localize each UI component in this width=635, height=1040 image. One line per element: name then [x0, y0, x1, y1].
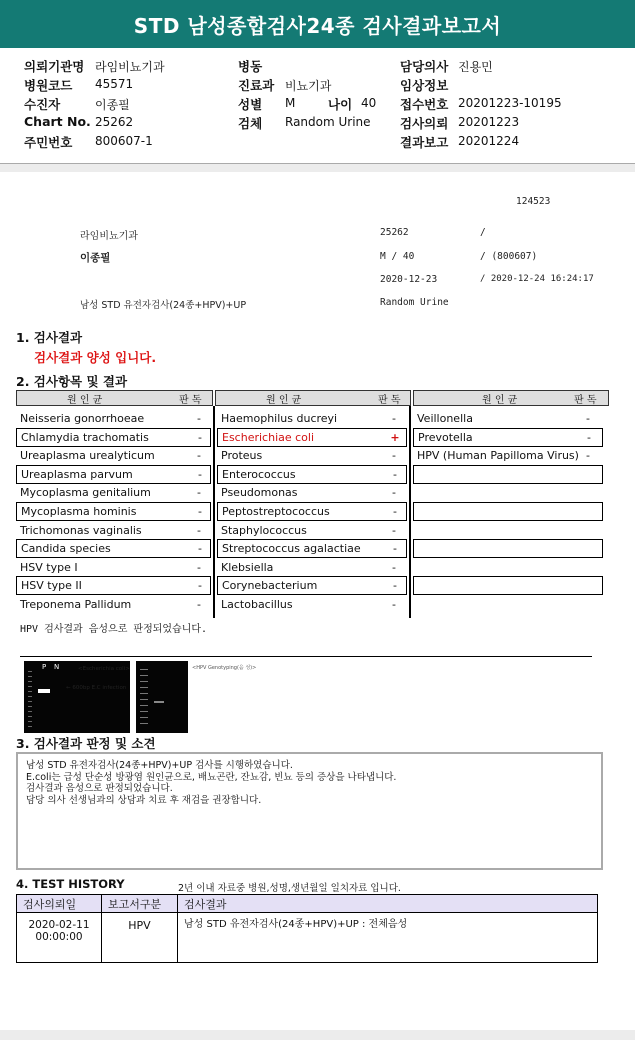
meta-org: 라임비뇨기과 [80, 231, 138, 242]
footer-bar [0, 1030, 635, 1040]
history-col-result: 검사결과 [178, 895, 598, 913]
findings-box [16, 752, 603, 870]
table-header-2 [215, 390, 411, 406]
report-header [0, 48, 635, 164]
pathogen-name: Enterococcus [222, 467, 296, 481]
pathogen-row [16, 502, 211, 521]
meta-slash: / [480, 227, 486, 238]
pathogen-row [217, 483, 407, 502]
pathogen-result: - [198, 430, 202, 444]
header-res: 판 독 [179, 394, 202, 406]
pathogen-result: - [197, 412, 201, 425]
history-time: 00:00:00 [35, 931, 83, 943]
pathogen-name: Prevotella [418, 430, 473, 444]
hcode-value: 45571 [95, 77, 134, 91]
pathogen-name: Chlamydia trachomatis [21, 430, 149, 444]
chart-label: Chart No. [24, 114, 91, 129]
pathogen-result: - [393, 579, 397, 593]
section-1-title: 1. 검사결과 [16, 330, 83, 345]
pathogen-result: - [392, 449, 396, 463]
pathogen-name: Veillonella [417, 412, 473, 425]
meta-spec: Random Urine [380, 297, 449, 308]
pathogen-result: - [198, 542, 202, 556]
hcode-label: 병원코드 [24, 78, 73, 93]
pathogen-row [16, 446, 211, 465]
pathogen-name: Neisseria gonorrhoeae [20, 412, 145, 425]
pathogen-result: - [197, 560, 201, 574]
finding-line: 담당 의사 선생님과의 상담과 치료 후 재검을 권장합니다. [26, 794, 262, 806]
hpv-gel-ladder [140, 669, 148, 727]
pathogen-row [217, 521, 407, 540]
finding-line: 남성 STD 유전자검사(24종+HPV)+UP 검사를 시행하였습니다. [26, 760, 293, 771]
header-org: 원 인 균 [67, 394, 103, 406]
pathogen-row [16, 409, 211, 428]
rep-label: 결과보고 [400, 135, 449, 150]
gel-electrophoresis-image [20, 656, 592, 734]
pathogen-row [217, 595, 407, 614]
column-divider [213, 406, 215, 618]
patient-value: 이종필 [95, 98, 130, 112]
pathogen-name: Proteus [221, 449, 263, 463]
pathogen-row [413, 465, 603, 484]
pathogen-row [217, 446, 407, 465]
hpv-gel-image [136, 661, 188, 733]
sex-label: 성별 [238, 97, 263, 112]
sex-value: M [285, 96, 296, 110]
pathogen-name: Pseudomonas [221, 486, 298, 500]
pathogen-result: - [392, 523, 396, 537]
report-number: 124523 [516, 196, 551, 207]
pathogen-name: Mycoplasma hominis [21, 505, 137, 518]
history-result: 남성 STD 유전자검사(24종+HPV)+UP : 전체음성 [178, 913, 598, 963]
age-value: 40 [361, 96, 377, 110]
spec-label: 검체 [238, 116, 263, 131]
meta-test: 남성 STD 유전자검사(24종+HPV)+UP [80, 300, 247, 311]
pathogen-table [16, 390, 609, 618]
pathogen-result: - [197, 523, 201, 537]
history-col-date: 검사의뢰일 [17, 895, 102, 913]
history-type: HPV [102, 913, 178, 963]
pathogen-row [16, 465, 211, 484]
id-label: 주민번호 [24, 135, 73, 150]
req-value: 20201223 [458, 115, 520, 129]
meta-idno: / (800607) [480, 251, 538, 262]
section-2-title: 2. 검사항목 및 결과 [16, 374, 128, 389]
pathogen-name: Lactobacillus [221, 598, 293, 611]
finding-line: 검사결과 음성으로 판정되었습니다. [26, 783, 173, 794]
header-res: 판 독 [378, 394, 401, 406]
result-positive-text: 검사결과 양성 입니다. [34, 350, 157, 365]
rep-value: 20201224 [458, 134, 520, 148]
section-4-title: 4. TEST HISTORY [16, 877, 125, 891]
req-label: 검사의뢰 [400, 116, 449, 131]
gel-lane-p: P [42, 663, 47, 671]
dept-value: 비뇨기과 [285, 79, 332, 93]
gel-band-label: ← 600bp E.C infection [66, 685, 127, 691]
age-label: 나이 [328, 97, 353, 112]
pathogen-row [413, 539, 603, 558]
gel-lane-n: N [54, 663, 60, 671]
pathogen-result: - [198, 505, 202, 518]
pathogen-result: - [393, 467, 397, 481]
header-org: 원 인 균 [482, 394, 518, 406]
pathogen-row [217, 502, 407, 521]
pathogen-name: Haemophilus ducreyi [221, 412, 338, 425]
pathogen-result: - [392, 486, 396, 500]
pathogen-name: Ureaplasma parvum [21, 467, 133, 481]
pathogen-result: - [392, 598, 396, 611]
pathogen-result: - [392, 412, 396, 425]
pathogen-name: Candida species [21, 542, 111, 556]
pathogen-name: Escherichiae coli [222, 430, 315, 444]
pathogen-name: HPV (Human Papilloma Virus) [417, 449, 579, 463]
pathogen-row [413, 502, 603, 521]
table-header-3 [413, 390, 609, 406]
pathogen-result: - [586, 449, 590, 463]
doctor-label: 담당의사 [400, 59, 449, 74]
pathogen-row [16, 539, 211, 558]
pathogen-row [16, 428, 211, 447]
header-res: 판 독 [574, 394, 597, 406]
pathogen-name: Klebsiella [221, 560, 274, 574]
history-date-cell [17, 913, 102, 963]
column-divider [409, 406, 411, 618]
pathogen-name: Staphylococcus [221, 523, 307, 537]
meta-date2: / 2020-12-24 16:24:17 [480, 274, 594, 284]
pathogen-name: Streptococcus agalactiae [222, 542, 361, 556]
pathogen-result: - [198, 467, 202, 481]
pathogen-result: - [393, 505, 397, 518]
hpv-note: HPV 검사결과 음성으로 판정되었습니다. [20, 624, 208, 635]
pathogen-row [16, 558, 211, 577]
pathogen-result: - [392, 560, 396, 574]
history-date: 2020-02-11 [28, 919, 90, 931]
pathogen-name: Peptostreptococcus [222, 505, 330, 518]
pathogen-row [217, 539, 407, 558]
pathogen-row [413, 446, 603, 465]
history-col-type: 보고서구분 [102, 895, 178, 913]
pathogen-result: - [197, 598, 201, 611]
hpv-gel-band [154, 701, 164, 703]
pathogen-row [413, 595, 603, 614]
pathogen-name: Treponema Pallidum [20, 598, 132, 611]
history-note: 2년 이내 자료중 병원,성명,생년월일 일치자료 입니다. [178, 883, 401, 894]
recv-value: 20201223-10195 [458, 96, 562, 110]
chart-value: 25262 [95, 115, 134, 129]
pathogen-row [413, 428, 603, 447]
pathogen-result: - [587, 430, 591, 444]
pathogen-row [16, 576, 211, 595]
pathogen-row [16, 521, 211, 540]
pathogen-result: - [197, 449, 201, 463]
section-3-title: 3. 검사결과 판정 및 소견 [16, 736, 156, 751]
test-history-table [16, 894, 598, 963]
pathogen-row [217, 465, 407, 484]
gel-band-text: 600bp E.C infection [72, 685, 127, 691]
gel-title: <Escherichia coli> [78, 666, 130, 672]
finding-line: E.coli는 급성 단순성 방광염 원인균으로, 배뇨곤란, 잔뇨감, 빈뇨 등의 증상을 나타냅니다. [26, 771, 397, 783]
meta-date1: 2020-12-23 [380, 274, 438, 285]
meta-chart: 25262 [380, 227, 409, 238]
table-header-1 [16, 390, 213, 406]
gel-ladder [28, 671, 32, 729]
header-org: 원 인 균 [266, 394, 302, 406]
header-separator [0, 164, 635, 172]
pathogen-row [217, 428, 407, 447]
doctor-value: 진용민 [458, 60, 493, 74]
pathogen-name: Corynebacterium [222, 579, 318, 593]
meta-name: 이종필 [80, 252, 111, 264]
pathogen-name: HSV type II [21, 579, 82, 593]
pathogen-row [413, 558, 603, 577]
org-label: 의뢰기관명 [24, 59, 85, 74]
pathogen-row [16, 483, 211, 502]
pathogen-row [217, 558, 407, 577]
pathogen-row [413, 409, 603, 428]
pathogen-result: - [586, 412, 590, 425]
recv-label: 접수번호 [400, 97, 449, 112]
pathogen-row [217, 576, 407, 595]
pathogen-name: HSV type I [20, 560, 78, 574]
pathogen-row [413, 483, 603, 502]
hpv-gel-title: <HPV Genotyping(음 성)> [192, 665, 257, 671]
pathogen-name: Trichomonas vaginalis [20, 523, 142, 537]
org-value: 라임비뇨기과 [95, 60, 165, 74]
clinical-label: 임상정보 [400, 78, 449, 93]
pathogen-result: - [198, 579, 202, 593]
pathogen-result: - [197, 486, 201, 500]
meta-sexage: M / 40 [380, 251, 415, 262]
pathogen-name: Mycoplasma genitalium [20, 486, 151, 500]
pathogen-result: - [393, 542, 397, 556]
id-value: 800607-1 [95, 134, 153, 148]
dept-label: 진료과 [238, 78, 275, 93]
pathogen-name: Ureaplasma urealyticum [20, 449, 155, 463]
report-title: STD 남성종합검사24종 검사결과보고서 [0, 0, 635, 48]
pathogen-row [217, 409, 407, 428]
patient-label: 수진자 [24, 97, 61, 112]
pathogen-result: + [390, 430, 400, 444]
pathogen-row [413, 521, 603, 540]
pathogen-row [413, 576, 603, 595]
gel-band [38, 689, 50, 693]
ward-label: 병동 [238, 59, 263, 74]
pathogen-row [16, 595, 211, 614]
spec-value: Random Urine [285, 115, 371, 129]
